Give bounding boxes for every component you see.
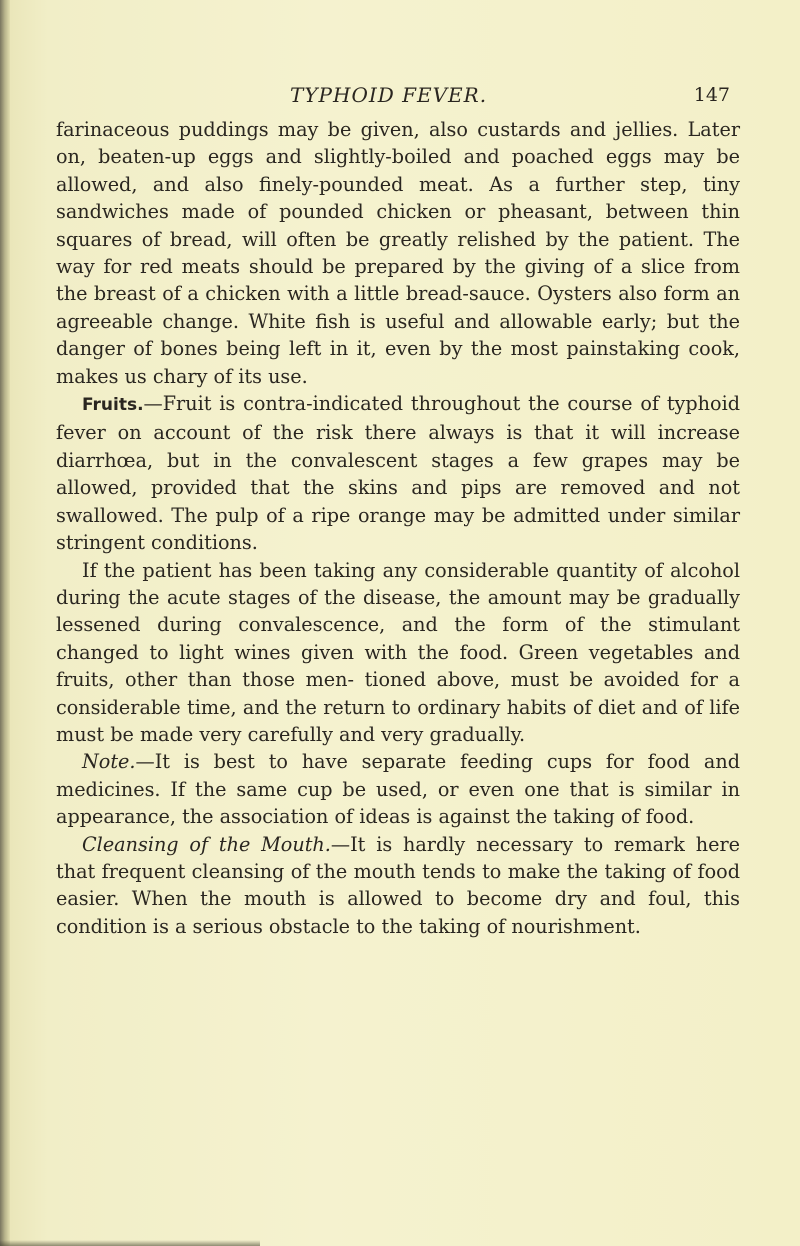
paragraph-alcohol	[56, 557, 740, 749]
paragraph-text: farinaceous puddings may be given, also custards and jellies. Later on, beaten-up eggs and slightly-boiled and poached eggs may be allowed, and also finely-pounded meat. As a further step, tiny sandwiches made of pounded chicken or pheasant, between thin squares of bread, will often be greatly relished by the patient. The way for red meats should be prepared by the giving of a slice from the breast of a chicken with a little bread-sauce. Oysters also form an agreeable change. White fish is useful and allowable early; but the danger of bones being left in it, even by the most painstaking cook, makes us chary of its use.	[56, 118, 740, 388]
body-text	[56, 116, 740, 940]
page-binding-edge	[0, 0, 10, 1246]
paragraph-text: —It is best to have separate feeding cups for food and medicines. If the same cup be used, or even one that is similar in appearance, the association of ideas is against the taking of food.	[56, 750, 740, 829]
running-header-title: TYPHOID FEVER.	[290, 83, 488, 107]
run-in-heading-fruits: Fruits.	[82, 395, 144, 416]
paragraph-fruits	[56, 390, 740, 556]
paragraph-continuation	[56, 116, 740, 390]
running-header	[290, 78, 730, 112]
run-in-heading-note: Note.	[82, 750, 136, 774]
paragraph-text: —Fruit is contra-indicated throughout the course of typhoid fever on account of the risk there always is that it will increase diarrhœa, but in the convalescent stages a few grapes may be allowed, provided that the skins and pips are removed and not swallowed. The pulp of a ripe orange may be admitted under similar stringent conditions.	[56, 392, 740, 555]
paragraph-cleansing	[56, 831, 740, 941]
paragraph-text: —It is hardly necessary to remark here that frequent cleansing of the mouth tends to make the taking of food easier. When the mouth is allowed to become dry and foul, this condition is a serious obstacle to the taking of nourishment.	[56, 832, 740, 938]
page-bottom-shadow	[0, 1240, 260, 1246]
paragraph-note	[56, 748, 740, 830]
page-number: 147	[693, 84, 730, 106]
run-in-heading-cleansing: Cleansing of the Mouth.	[82, 832, 331, 856]
paragraph-text: If the patient has been taking any considerable quantity of alcohol during the acute stages of the disease, the amount may be gradually lessened during convalescence, and the form of the stimulant changed to light wines given with the food. Green vegetables and fruits, other than those men- tioned above, must be avoided for a considerable time, and the return to ordinary habits of diet and of life must be made very carefully and very gradually.	[56, 558, 740, 746]
